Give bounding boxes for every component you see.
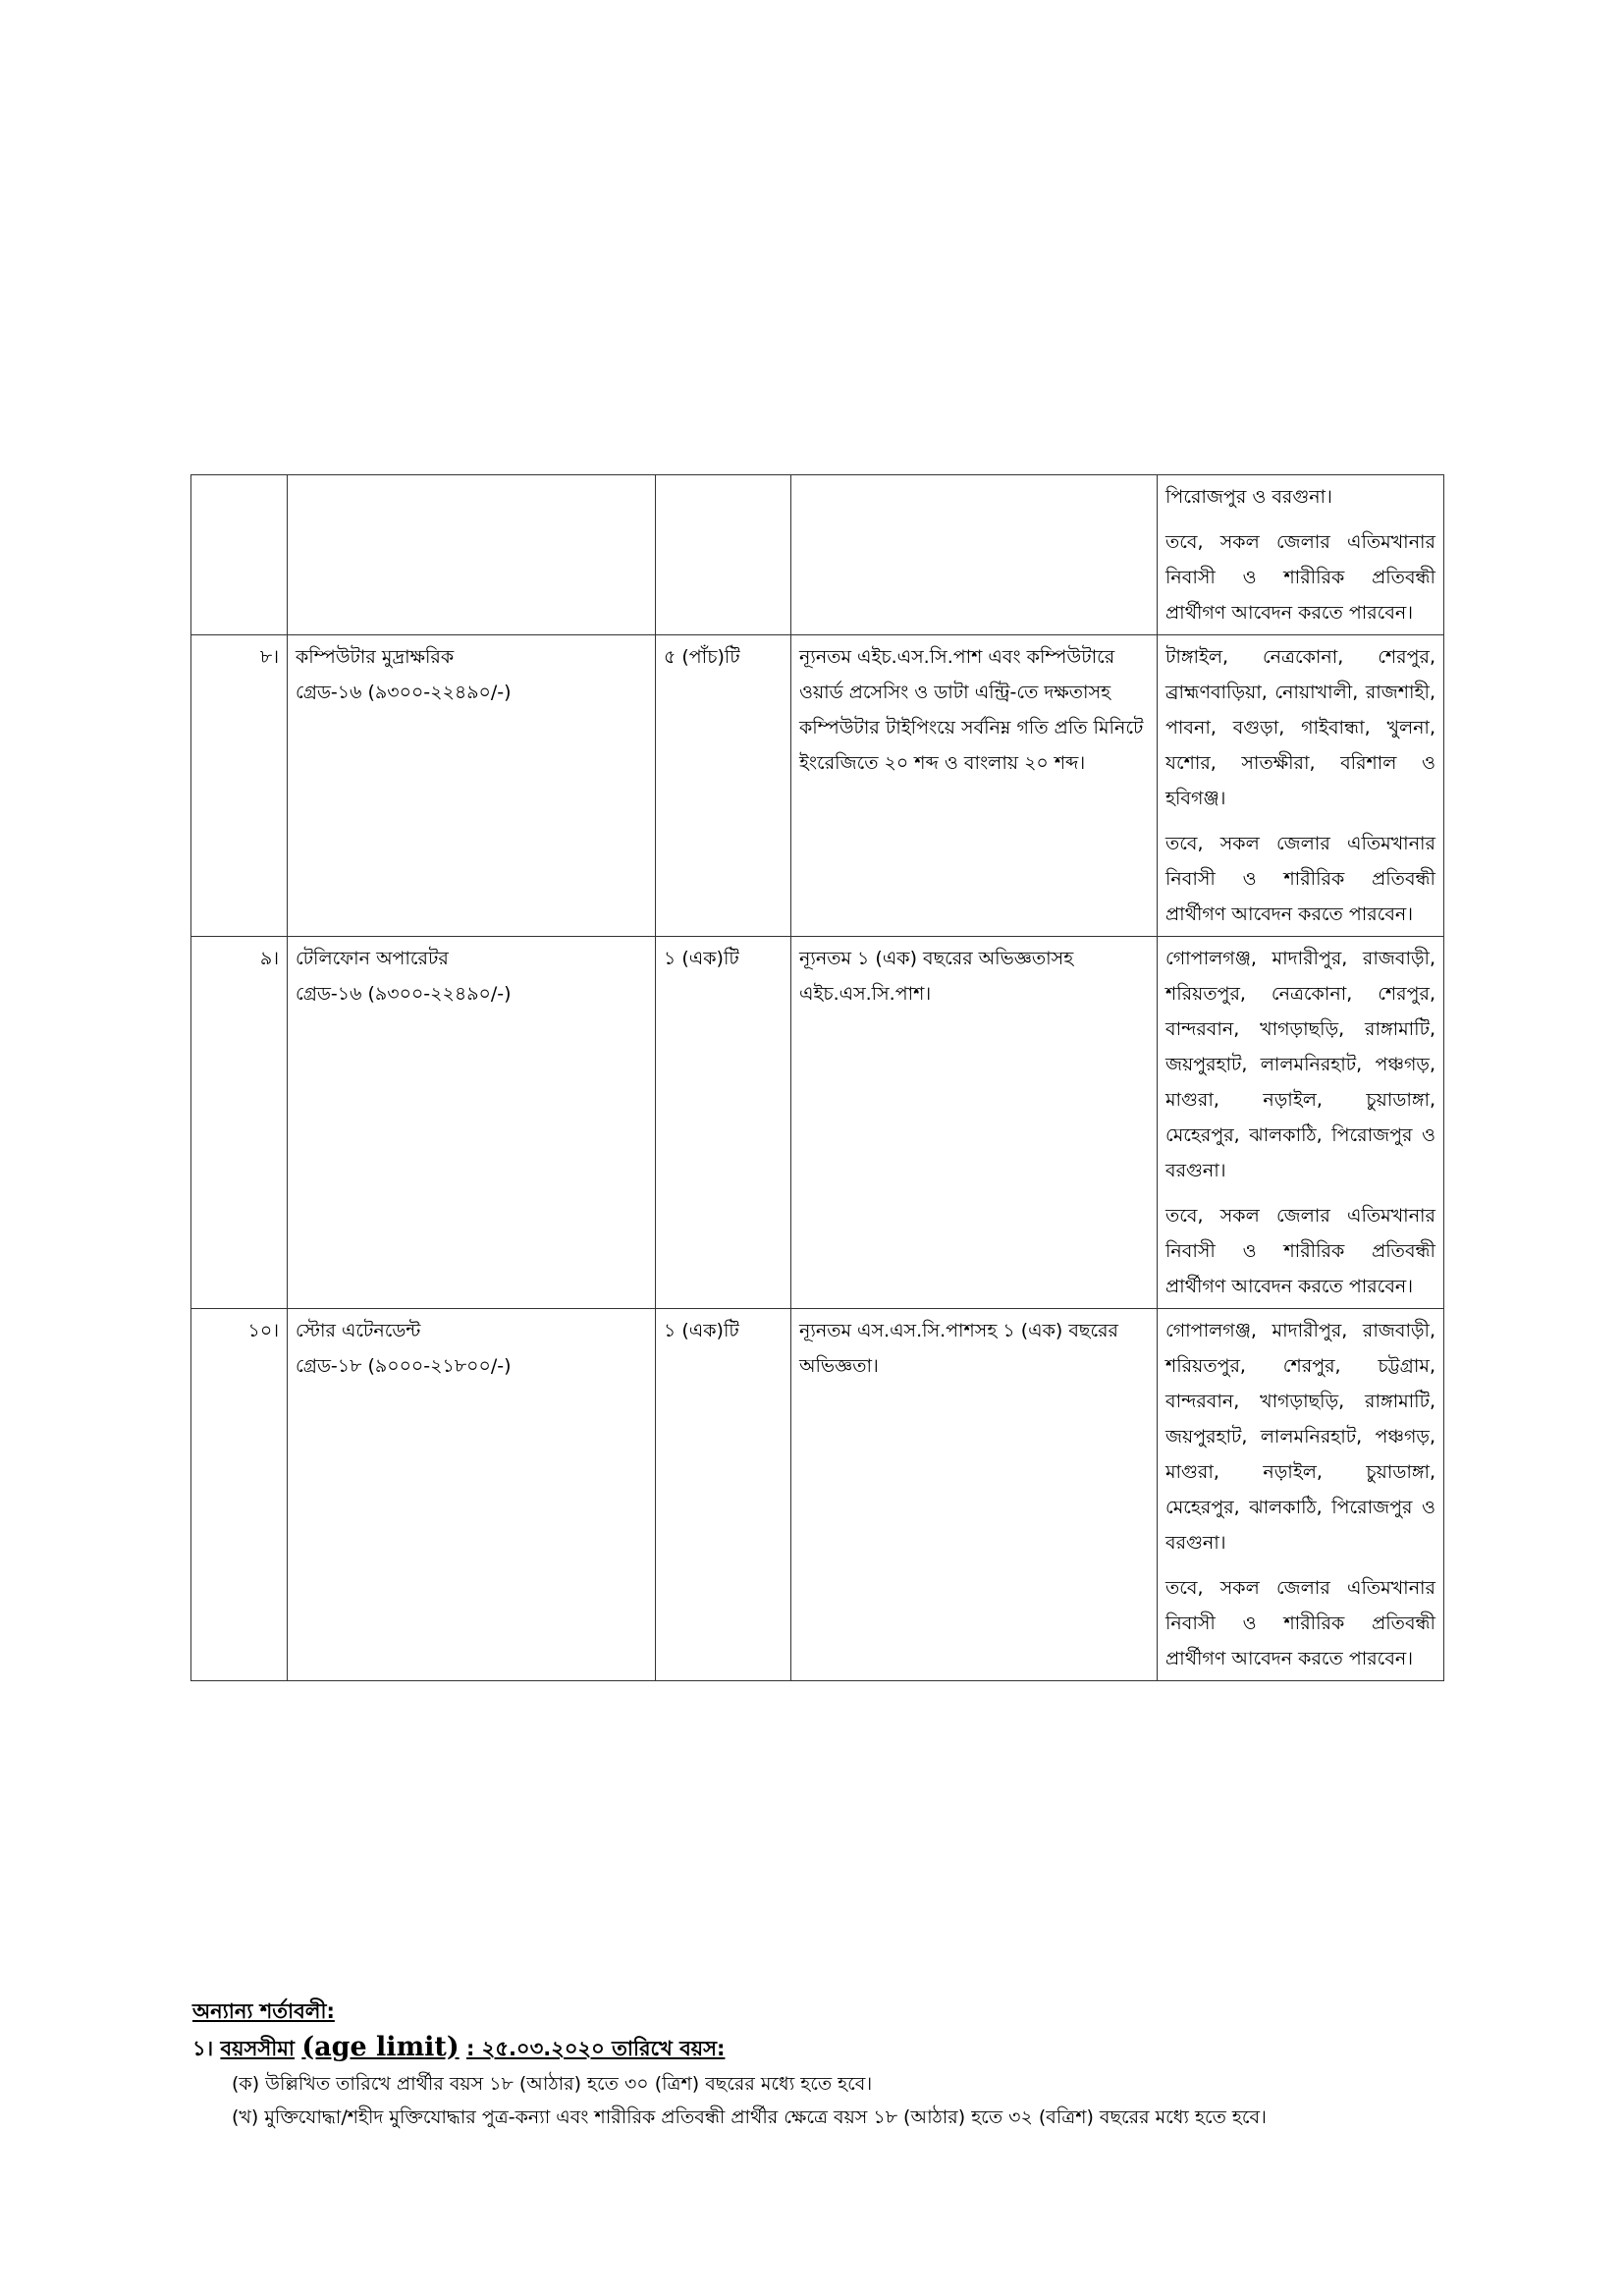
post-count-cell: ৫ (পাঁচ)টি xyxy=(656,635,791,937)
district-list: গোপালগঞ্জ, মাদারীপুর, রাজবাড়ী, শরিয়তপুর, শেরপুর, চট্টগ্রাম, বান্দরবান, খাগড়াছড়ি, রাঙ্গামাটি, জয়পুরহাট, লালমনিরহাট, পঞ্চগড়, মাগুরা, নড়াইল, চুয়াডাঙ্গা, মেহেরপুর, ঝালকাঠি, পিরোজপুর ও বরগুনা। xyxy=(1165,1320,1435,1554)
post-name: টেলিফোন অপারেটর xyxy=(296,948,449,969)
age-condition-ka: (ক) উল্লিখিত তারিখে প্রার্থীর বয়স ১৮ (আঠার) হতে ৩০ (ত্রিশ) বছরের মধ্যে হতে হবে। xyxy=(232,2073,873,2095)
post-name: স্টোর এটেনডেন্ট xyxy=(296,1320,421,1341)
districts-cell xyxy=(1158,937,1444,1309)
post-cell xyxy=(288,635,656,937)
post-count-cell xyxy=(656,475,791,635)
serial-cell: ৮। xyxy=(191,635,288,937)
qualification-cell: ন্যূনতম এইচ.এস.সি.পাশ এবং কম্পিউটারে ওয়ার্ড প্রসেসিং ও ডাটা এন্ট্রি-তে দক্ষতাসহ কম্পিউটার টাইপিংয়ে সর্বনিম্ন গতি প্রতি মিনিটে ইংরেজিতে ২০ শব্দ ও বাংলায় ২০ শব্দ। xyxy=(791,635,1158,937)
post-cell xyxy=(288,937,656,1309)
district-list: টাঙ্গাইল, নেত্রকোনা, শেরপুর, ব্রাহ্মণবাড়িয়া, নোয়াখালী, রাজশাহী, পাবনা, বগুড়া, গাইবান্ধা, খুলনা, যশোর, সাতক্ষীরা, বরিশাল ও হবিগঞ্জ। xyxy=(1165,646,1435,809)
districts-cell xyxy=(1158,635,1444,937)
table-row xyxy=(191,937,1444,1309)
qualification-cell xyxy=(791,475,1158,635)
job-vacancy-table xyxy=(190,474,1444,1681)
serial-cell: ১০। xyxy=(191,1309,288,1681)
district-note: তবে, সকল জেলার এতিমখানার নিবাসী ও শারীরিক প্রতিবন্ধী প্রার্থীগণ আবেদন করতে পারবেন। xyxy=(1165,1205,1435,1297)
age-limit-date: : ২৫.০৩.২০২০ তারিখে বয়স: xyxy=(465,2037,726,2060)
district-note: তবে, সকল জেলার এতিমখানার নিবাসী ও শারীরিক প্রতিবন্ধী প্রার্থীগণ আবেদন করতে পারবেন। xyxy=(1165,833,1435,925)
age-limit-label: বয়সসীমা xyxy=(220,2037,296,2060)
table-row xyxy=(191,475,1444,635)
other-conditions-heading: অন্যান্য শর্তাবলী: xyxy=(192,1999,335,2023)
age-condition-kha: (খ) মুক্তিযোদ্ধা/শহীদ মুক্তিযোদ্ধার পুত্র-কন্যা এবং শারীরিক প্রতিবন্ধী প্রার্থীর ক্ষেত্রে বয়স ১৮ (আঠার) হতে ৩২ (বত্রিশ) বছরের মধ্যে হতে হবে। xyxy=(232,2106,1267,2128)
post-grade: গ্রেড-১৬ (৯৩০০-২২৪৯০/-) xyxy=(296,682,512,703)
district-note: তবে, সকল জেলার এতিমখানার নিবাসী ও শারীরিক প্রতিবন্ধী প্রার্থীগণ আবেদন করতে পারবেন। xyxy=(1165,1577,1435,1669)
age-limit-heading xyxy=(192,2029,1459,2067)
post-grade: গ্রেড-১৬ (৯৩০০-২২৪৯০/-) xyxy=(296,983,512,1005)
age-limit-number: ১। xyxy=(192,2037,214,2060)
district-note: তবে, সকল জেলার এতিমখানার নিবাসী ও শারীরিক প্রতিবন্ধী প্রার্থীগণ আবেদন করতে পারবেন। xyxy=(1165,531,1435,624)
districts-cell xyxy=(1158,475,1444,635)
serial-cell: ৯। xyxy=(191,937,288,1309)
post-count-cell: ১ (এক)টি xyxy=(656,937,791,1309)
post-cell xyxy=(288,1309,656,1681)
serial-cell xyxy=(191,475,288,635)
post-cell xyxy=(288,475,656,635)
districts-cell xyxy=(1158,1309,1444,1681)
table-row xyxy=(191,1309,1444,1681)
other-conditions-section xyxy=(192,1994,1459,2134)
qualification-cell: ন্যূনতম ১ (এক) বছরের অভিজ্ঞতাসহ এইচ.এস.সি.পাশ। xyxy=(791,937,1158,1309)
district-list: গোপালগঞ্জ, মাদারীপুর, রাজবাড়ী, শরিয়তপুর, নেত্রকোনা, শেরপুর, বান্দরবান, খাগড়াছড়ি, রাঙ্গামাটি, জয়পুরহাট, লালমনিরহাট, পঞ্চগড়, মাগুরা, নড়াইল, চুয়াডাঙ্গা, মেহেরপুর, ঝালকাঠি, পিরোজপুর ও বরগুনা। xyxy=(1165,948,1435,1181)
post-grade: গ্রেড-১৮ (৯০০০-২১৮০০/-) xyxy=(296,1355,512,1377)
post-count-cell: ১ (এক)টি xyxy=(656,1309,791,1681)
qualification-cell: ন্যূনতম এস.এস.সি.পাশসহ ১ (এক) বছরের অভিজ্ঞতা। xyxy=(791,1309,1158,1681)
district-list: পিরোজপুর ও বরগুনা। xyxy=(1165,486,1332,508)
post-name: কম্পিউটার মুদ্রাক্ষরিক xyxy=(296,646,455,668)
table-row xyxy=(191,635,1444,937)
age-limit-latin: (age limit) xyxy=(301,2032,460,2062)
